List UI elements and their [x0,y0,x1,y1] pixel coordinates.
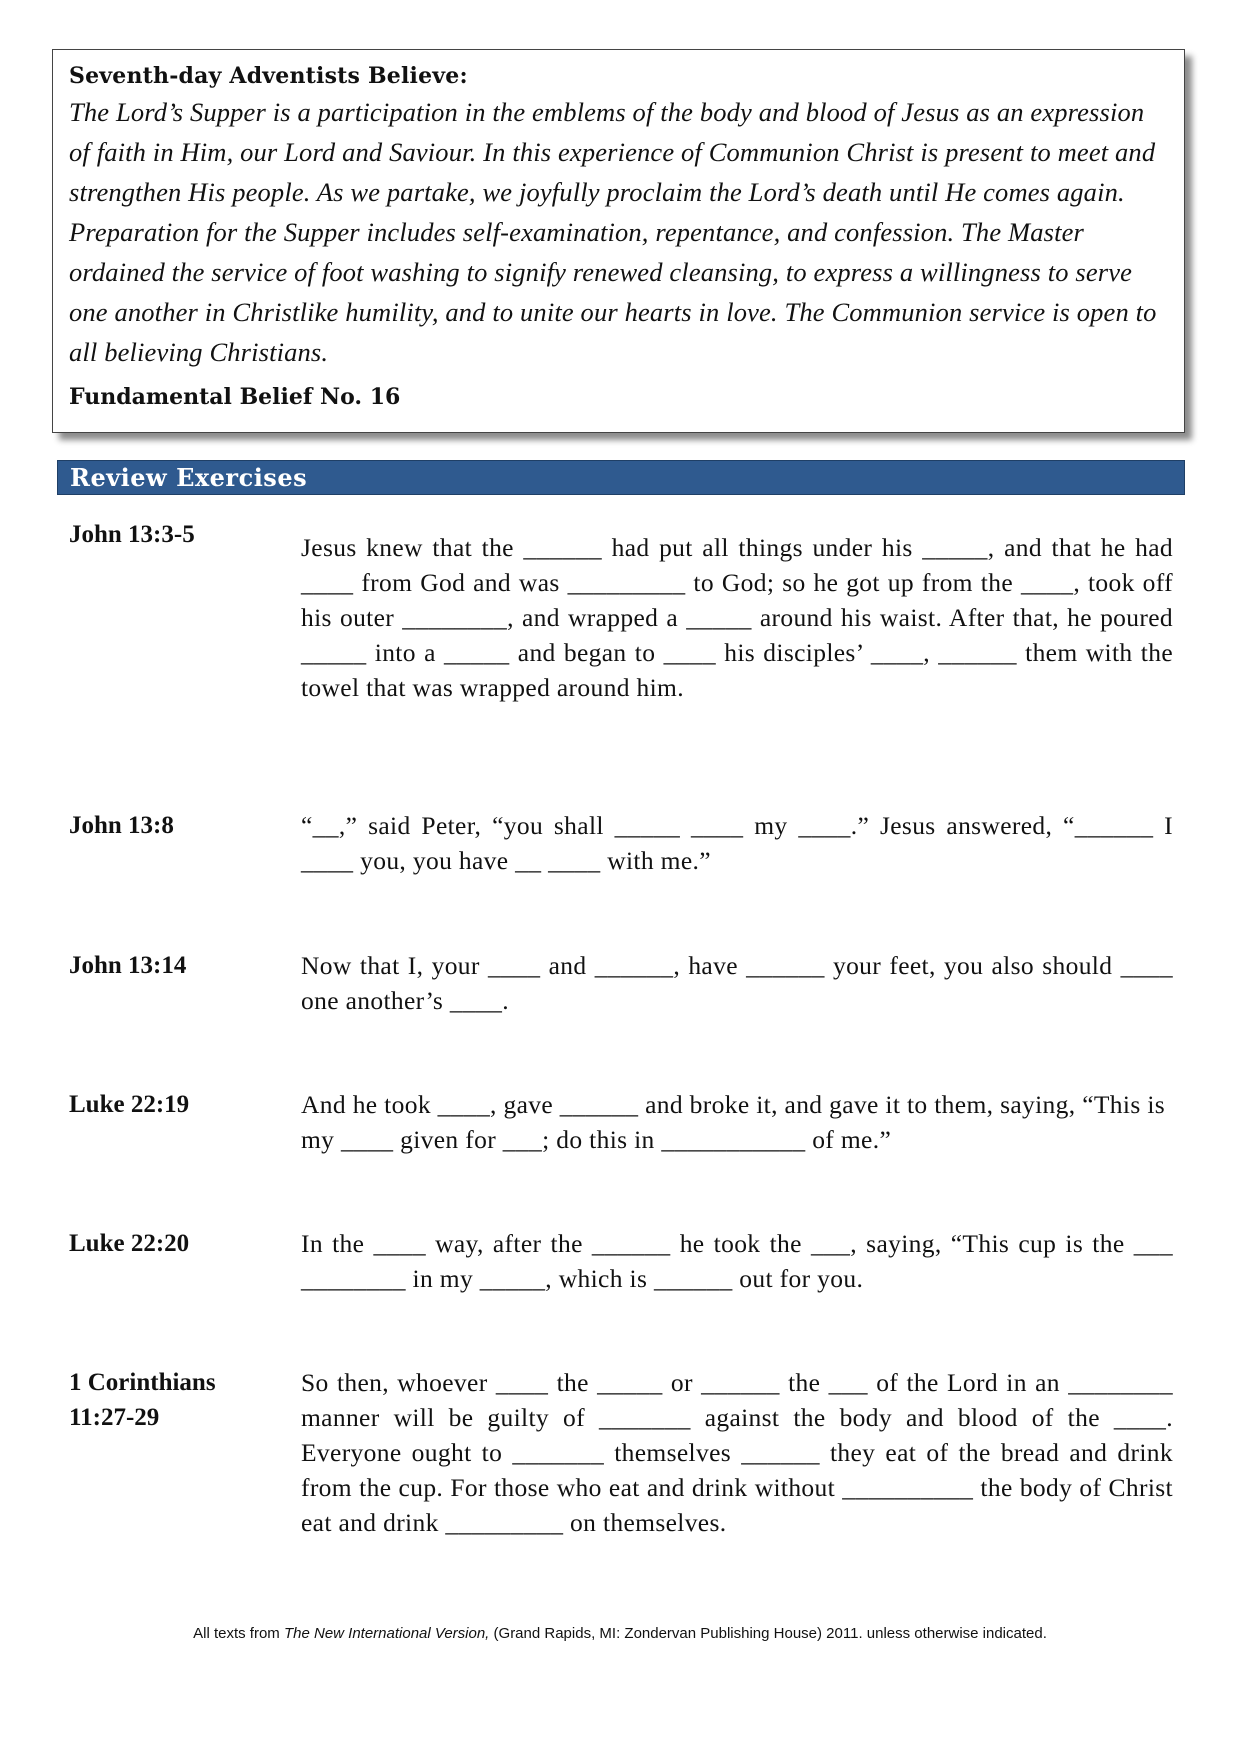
exercise-text: “__,” said Peter, “you shall _____ ____ my ____.” Jesus answered, “______ I ____ you, you have __ ____ with me.” [301,811,1173,875]
exercise-text: So then, whoever ____ the _____ or ______ the ___ of the Lord in an ________ manner will be guilty of _______ against the body and blood of the ____. Everyone ought to _______ themselves ______ they eat of the bread and drink from the cup. For those who eat and drink without __________ the body of Christ eat and drink _________ on themselves. [301,1368,1173,1537]
exercise-text: Now that I, your ____ and ______, have ______ your feet, you also should ____ one another’s ____. [301,951,1173,1015]
belief-source: Fundamental Belief No. 16 [69,384,401,410]
exercise-reference: Luke 22:20 [69,1230,190,1257]
exercise-text: In the ____ way, after the ______ he took the ___, saying, “This cup is the ___ ________ in my _____, which is ______ out for you. [301,1229,1173,1293]
source-footnote [0,1625,1240,1642]
footnote-title: The New International Version, [283,1625,490,1642]
exercise-reference: Luke 22:19 [69,1091,190,1118]
belief-text: The Lord’s Supper is a participation in the emblems of the body and blood of Jesus as an expression of faith in Him, our Lord and Saviour. In this experience of Communion Christ is present to meet and strengthen His people. As we partake, we joyfully proclaim the Lord’s death until He comes again. Preparation for the Supper includes self-examination, repentance, and confession. The Master ordained the service of foot washing to signify renewed cleansing, to express a willingness to serve one another in Christlike humility, and to unite our hearts in love. The Communion service is open to all believing Christians. [69,97,1157,367]
footnote-suffix: (Grand Rapids, MI: Zondervan Publishing House) 2011. unless otherwise indicated. [489,1625,1047,1642]
review-exercises-header: Review Exercises [57,460,1185,495]
exercise-reference: John 13:14 [69,952,187,979]
exercise-text: And he took ____, gave ______ and broke it, and gave it to them, saying, “This is my ____ given for ___; do this in ___________ of me.” [301,1090,1166,1154]
exercise-reference: John 13:8 [69,812,174,839]
exercise-text: Jesus knew that the ______ had put all things under his _____, and that he had ____ from God and was _________ to God; so he got up from the ____, took off his outer ________, and wrapped a _____ around his waist. After that, he poured _____ into a _____ and began to ____ his disciples’ ____, ______ them with the towel that was wrapped around him. [301,533,1173,702]
belief-box [52,49,1185,433]
belief-heading: Seventh-day Adventists Believe: [69,63,468,89]
footnote-prefix: All texts from [193,1625,284,1642]
exercise-reference: John 13:3-5 [69,521,195,548]
exercise-reference: 1 Corinthians 11:27-29 [69,1369,216,1431]
